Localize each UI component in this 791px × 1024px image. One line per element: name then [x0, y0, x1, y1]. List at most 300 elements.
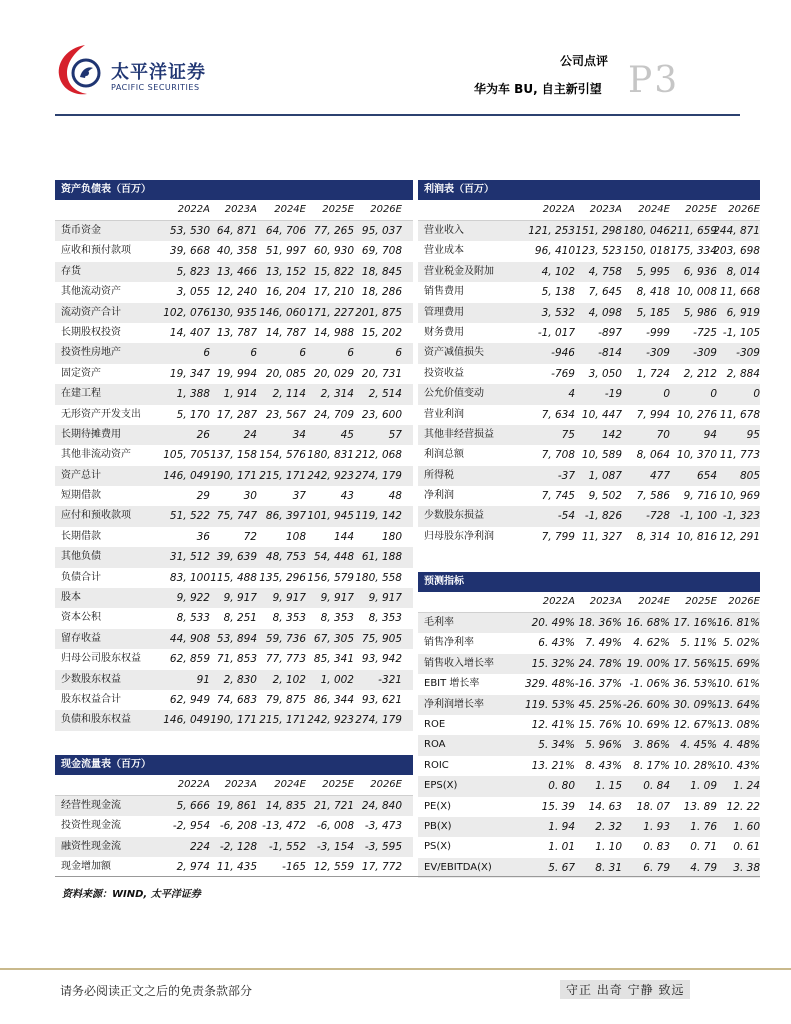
row-label: 营业税金及附加: [424, 265, 494, 277]
value-cell: 8, 418: [636, 286, 670, 299]
value-cell: 86, 344: [313, 693, 354, 706]
row-label: 流动资产合计: [61, 306, 121, 318]
balance-sheet-table: [55, 180, 413, 731]
row-label: 资产减值损失: [424, 347, 484, 359]
value-cell: 2, 514: [368, 388, 402, 401]
value-cell: 18. 07: [636, 800, 670, 813]
value-cell: 0. 83: [643, 841, 670, 854]
value-cell: 8. 31: [595, 861, 622, 874]
value-cell: 8. 43%: [585, 759, 622, 772]
row-label: 负债合计: [61, 571, 101, 583]
value-cell: -3, 595: [364, 840, 402, 853]
report-type: 公司点评: [560, 54, 609, 68]
row-label: 长期借款: [61, 530, 101, 542]
value-cell: -2, 128: [219, 840, 257, 853]
table-row: [418, 384, 760, 404]
value-cell: 12, 240: [216, 286, 257, 299]
table-row: [55, 710, 413, 730]
value-cell: 0. 84: [643, 780, 670, 793]
row-label: 管理费用: [424, 306, 464, 318]
value-cell: -6, 208: [219, 820, 257, 833]
table-row: [418, 797, 760, 817]
value-cell: 12. 41%: [531, 718, 575, 731]
footer-disclaimer: 请务必阅读正文之后的免责条款部分: [60, 984, 253, 998]
value-cell: 6: [250, 347, 257, 360]
value-cell: 7. 49%: [585, 637, 622, 650]
value-cell: 59, 736: [265, 632, 306, 645]
value-cell: 16. 68%: [626, 617, 670, 629]
value-cell: 75: [561, 428, 575, 441]
value-cell: 9, 917: [223, 592, 257, 605]
year-header-cell: 2025E: [322, 779, 354, 790]
row-label: 营业利润: [424, 408, 464, 420]
value-cell: 115, 488: [210, 571, 257, 584]
row-label: 长期股权投资: [61, 326, 121, 338]
value-cell: 1. 60: [733, 820, 760, 833]
value-cell: 14, 787: [265, 326, 306, 339]
row-label: 其他负债: [61, 551, 101, 563]
forecast-indicators-table: [418, 572, 760, 878]
value-cell: 101, 945: [307, 510, 354, 523]
value-cell: 1, 087: [588, 469, 622, 482]
table-row: [418, 654, 760, 674]
value-cell: 39, 668: [169, 245, 210, 258]
value-cell: 21, 721: [313, 800, 354, 812]
value-cell: 6: [395, 347, 402, 360]
row-label: 财务费用: [424, 326, 464, 338]
value-cell: 0. 71: [690, 841, 717, 854]
value-cell: 9, 922: [176, 592, 210, 605]
year-header-cell: 2026E: [728, 204, 760, 215]
value-cell: 3, 055: [176, 286, 210, 299]
value-cell: 11, 678: [719, 408, 760, 421]
value-cell: -999: [646, 326, 670, 339]
value-cell: 8, 353: [320, 612, 354, 625]
table-row: [418, 695, 760, 715]
value-cell: 17, 210: [313, 286, 354, 299]
value-cell: 48: [388, 490, 402, 503]
value-cell: 86, 397: [265, 510, 306, 523]
row-label: 其他非流动资产: [61, 449, 131, 461]
value-cell: 7, 708: [541, 449, 575, 462]
value-cell: 1. 76: [690, 820, 717, 833]
row-label: 营业收入: [424, 225, 464, 236]
year-header-row: [55, 200, 413, 221]
value-cell: 215, 171: [259, 469, 306, 482]
value-cell: 4. 62%: [633, 637, 670, 650]
value-cell: -1, 100: [679, 510, 717, 523]
value-cell: 14, 407: [169, 326, 210, 339]
value-cell: 7, 994: [636, 408, 670, 421]
report-title: 华为车 BU, 自主新引望: [474, 82, 602, 96]
page-label: P3: [628, 60, 680, 101]
value-cell: 10, 816: [676, 530, 717, 543]
value-cell: 2, 114: [272, 388, 306, 401]
value-cell: 77, 265: [313, 225, 354, 237]
table-row: [55, 670, 413, 690]
row-label: 留存收益: [61, 632, 101, 644]
table-row: [418, 837, 760, 857]
cash-flow-table: [55, 755, 413, 878]
year-header-row: [418, 592, 760, 613]
table-row: [55, 323, 413, 343]
value-cell: 31, 512: [169, 551, 210, 564]
value-cell: 119, 142: [355, 510, 402, 523]
value-cell: 13. 21%: [531, 759, 575, 772]
value-cell: 4: [568, 388, 575, 401]
row-label: 其他流动资产: [61, 286, 121, 298]
value-cell: 13, 466: [216, 265, 257, 278]
value-cell: 23, 600: [361, 408, 402, 421]
value-cell: 8. 17%: [633, 759, 670, 772]
value-cell: 4. 45%: [680, 739, 717, 752]
value-cell: 123, 523: [575, 245, 622, 258]
value-cell: 9, 917: [272, 592, 306, 605]
value-cell: 15. 39: [541, 800, 575, 813]
value-cell: 180, 558: [355, 571, 402, 584]
value-cell: 15. 76%: [578, 718, 622, 731]
table-row: [55, 241, 413, 261]
value-cell: 5. 02%: [723, 637, 760, 650]
row-label: 股东权益合计: [61, 693, 121, 705]
company-logo: [55, 42, 215, 102]
row-label: 资本公积: [61, 612, 101, 624]
value-cell: -814: [598, 347, 622, 360]
value-cell: 3, 532: [541, 306, 575, 319]
value-cell: 20, 029: [313, 367, 354, 380]
value-cell: 2, 884: [726, 367, 760, 380]
value-cell: -54: [557, 510, 575, 523]
value-cell: 190, 171: [210, 714, 257, 727]
value-cell: 44, 908: [169, 632, 210, 645]
value-cell: 77, 773: [265, 653, 306, 666]
table-row: [55, 262, 413, 282]
value-cell: 70: [656, 428, 670, 441]
data-source-note: 资料来源：WIND, 太平洋证券: [62, 889, 201, 900]
value-cell: 64, 871: [216, 225, 257, 237]
value-cell: 3, 050: [588, 367, 622, 380]
value-cell: 105, 705: [163, 449, 210, 462]
table-row: [55, 486, 413, 506]
value-cell: 6: [347, 347, 354, 360]
value-cell: 2, 314: [320, 388, 354, 401]
value-cell: 53, 894: [216, 632, 257, 645]
table-row: [55, 282, 413, 302]
value-cell: 15. 69%: [716, 657, 760, 670]
value-cell: 20. 49%: [531, 617, 575, 629]
table-row: [55, 588, 413, 608]
row-label: 净利润增长率: [424, 698, 484, 710]
value-cell: 96, 410: [534, 245, 575, 258]
value-cell: 15, 202: [361, 326, 402, 339]
value-cell: 108: [285, 530, 306, 543]
table-row: [418, 486, 760, 506]
value-cell: 62, 949: [169, 693, 210, 706]
table-title: 预测指标: [418, 572, 760, 592]
value-cell: 19, 994: [216, 367, 257, 380]
value-cell: 142: [601, 428, 622, 441]
row-label: 投资性现金流: [61, 820, 121, 832]
value-cell: 91: [196, 673, 210, 686]
value-cell: 5. 34%: [538, 739, 575, 752]
row-label: 股本: [61, 592, 81, 604]
value-cell: -3, 473: [364, 820, 402, 833]
year-header-cell: 2026E: [728, 596, 760, 607]
table-row: [418, 425, 760, 445]
value-cell: 11, 773: [719, 449, 760, 462]
value-cell: 19, 861: [216, 800, 257, 812]
value-cell: 1. 01: [548, 841, 575, 854]
value-cell: 37: [292, 490, 306, 503]
row-label: 应收和预付款项: [61, 245, 131, 257]
value-cell: 67, 305: [313, 632, 354, 645]
table-row: [55, 506, 413, 526]
row-label: 投资收益: [424, 367, 464, 379]
row-label: ROIC: [424, 759, 449, 771]
value-cell: -1, 323: [722, 510, 760, 523]
value-cell: 211, 659: [670, 225, 717, 237]
value-cell: 11, 327: [581, 530, 622, 543]
value-cell: 0. 61: [733, 841, 760, 854]
value-cell: 39, 639: [216, 551, 257, 564]
value-cell: 8, 533: [176, 612, 210, 625]
value-cell: 10. 69%: [626, 718, 670, 731]
value-cell: 10. 28%: [673, 759, 717, 772]
value-cell: 17. 16%: [673, 617, 717, 629]
value-cell: 14, 988: [313, 326, 354, 339]
value-cell: -26. 60%: [622, 698, 670, 711]
value-cell: 60, 930: [313, 245, 354, 258]
value-cell: 74, 683: [216, 693, 257, 706]
value-cell: 24: [243, 428, 257, 441]
value-cell: 95: [746, 428, 760, 441]
value-cell: 274, 179: [355, 714, 402, 727]
value-cell: 19. 00%: [626, 657, 670, 670]
row-label: 其他非经营损益: [424, 428, 494, 440]
row-label: EV/EBITDA(X): [424, 861, 492, 873]
value-cell: 9, 716: [683, 490, 717, 503]
value-cell: 5, 823: [176, 265, 210, 278]
value-cell: 14, 835: [265, 800, 306, 812]
value-cell: 4. 48%: [723, 739, 760, 752]
row-label: 在建工程: [61, 388, 101, 400]
value-cell: -321: [378, 673, 402, 686]
value-cell: 51, 997: [265, 245, 306, 258]
table-row: [55, 629, 413, 649]
value-cell: 85, 341: [313, 653, 354, 666]
value-cell: 34: [292, 428, 306, 441]
table-row: [418, 756, 760, 776]
year-header-cell: 2025E: [685, 204, 717, 215]
value-cell: 5, 185: [636, 306, 670, 319]
value-cell: 5, 138: [541, 286, 575, 299]
value-cell: 9, 502: [588, 490, 622, 503]
value-cell: 19, 347: [169, 367, 210, 380]
year-header-cell: 2025E: [685, 596, 717, 607]
year-header-cell: 2023A: [224, 779, 257, 790]
value-cell: 12. 67%: [673, 718, 717, 731]
value-cell: -309: [646, 347, 670, 360]
value-cell: 5. 67: [548, 861, 575, 874]
table-row: [55, 568, 413, 588]
value-cell: 23, 567: [265, 408, 306, 421]
year-header-cell: 2022A: [542, 204, 575, 215]
row-label: 货币资金: [61, 225, 101, 236]
row-label: 负债和股东权益: [61, 714, 131, 726]
value-cell: 24, 840: [361, 800, 402, 812]
row-label: 公允价值变动: [424, 388, 484, 400]
value-cell: 12, 559: [313, 861, 354, 874]
table-row: [418, 323, 760, 343]
value-cell: 1, 724: [636, 367, 670, 380]
table-row: [55, 649, 413, 669]
value-cell: 17, 772: [361, 861, 402, 874]
value-cell: 61, 188: [361, 551, 402, 564]
table-row: [55, 796, 413, 816]
table-row: [55, 837, 413, 857]
row-label: 销售净利率: [424, 637, 474, 649]
value-cell: 2, 830: [223, 673, 257, 686]
table-row: [55, 343, 413, 363]
value-cell: 10, 969: [719, 490, 760, 503]
row-label: 少数股东权益: [61, 673, 121, 685]
value-cell: 75, 905: [361, 632, 402, 645]
year-header-cell: 2025E: [322, 204, 354, 215]
value-cell: -1, 552: [268, 840, 306, 853]
table-row: [418, 445, 760, 465]
value-cell: 224: [189, 840, 210, 853]
row-label: PS(X): [424, 841, 452, 853]
row-label: 销售收入增长率: [424, 657, 494, 669]
row-label: 净利润: [424, 490, 454, 502]
value-cell: 7, 799: [541, 530, 575, 543]
header-divider: [55, 114, 740, 116]
table-row: [418, 527, 760, 547]
year-header-cell: 2024E: [638, 204, 670, 215]
row-label: 销售费用: [424, 286, 464, 298]
row-label: 存货: [61, 265, 81, 277]
value-cell: 151, 298: [575, 225, 622, 237]
value-cell: 5, 986: [683, 306, 717, 319]
value-cell: 7, 745: [541, 490, 575, 503]
value-cell: 0: [663, 388, 670, 401]
value-cell: 244, 871: [713, 225, 760, 237]
value-cell: 8, 353: [272, 612, 306, 625]
value-cell: 4, 758: [588, 265, 622, 278]
value-cell: -1, 826: [584, 510, 622, 523]
value-cell: 2. 32: [595, 820, 622, 833]
row-label: 营业成本: [424, 245, 464, 257]
value-cell: -769: [551, 367, 575, 380]
value-cell: 2, 102: [272, 673, 306, 686]
value-cell: 30: [243, 490, 257, 503]
value-cell: 212, 068: [355, 449, 402, 462]
value-cell: 146, 049: [163, 714, 210, 727]
year-header-cell: 2022A: [542, 596, 575, 607]
value-cell: 95, 037: [361, 225, 402, 237]
year-header-cell: 2026E: [370, 779, 402, 790]
value-cell: 274, 179: [355, 469, 402, 482]
value-cell: 242, 923: [307, 714, 354, 727]
value-cell: 12, 291: [719, 530, 760, 543]
table-row: [55, 425, 413, 445]
table-row: [418, 364, 760, 384]
year-header-cell: 2022A: [177, 204, 210, 215]
value-cell: 93, 942: [361, 653, 402, 666]
value-cell: -16. 37%: [574, 678, 622, 691]
value-cell: 17. 56%: [673, 657, 717, 670]
value-cell: 64, 706: [265, 225, 306, 237]
table-row: [418, 466, 760, 486]
value-cell: 83, 100: [169, 571, 210, 584]
year-header-cell: 2024E: [638, 596, 670, 607]
value-cell: 121, 253: [528, 225, 575, 237]
table-row: [418, 776, 760, 796]
value-cell: 805: [739, 469, 760, 482]
row-label: EBIT 增长率: [424, 678, 480, 690]
value-cell: 146, 049: [163, 469, 210, 482]
value-cell: 20, 731: [361, 367, 402, 380]
value-cell: 3. 86%: [633, 739, 670, 752]
value-cell: -13, 472: [262, 820, 306, 833]
row-label: EPS(X): [424, 780, 458, 792]
value-cell: 17, 287: [216, 408, 257, 421]
table-row: [55, 816, 413, 836]
value-cell: -725: [693, 326, 717, 339]
value-cell: 190, 171: [210, 469, 257, 482]
value-cell: 18. 36%: [578, 617, 622, 629]
value-cell: 1, 914: [223, 388, 257, 401]
value-cell: 0. 80: [548, 780, 575, 793]
year-header-row: [418, 200, 760, 221]
value-cell: 36: [196, 530, 210, 543]
table-row: [55, 405, 413, 425]
table-row: [55, 527, 413, 547]
value-cell: 62, 859: [169, 653, 210, 666]
value-cell: 1. 09: [690, 780, 717, 793]
value-cell: 2, 974: [176, 861, 210, 874]
table-row: [55, 690, 413, 710]
value-cell: 6, 919: [726, 306, 760, 319]
row-label: 融资性现金流: [61, 840, 121, 852]
value-cell: -19: [604, 388, 622, 401]
value-cell: 53, 530: [169, 225, 210, 237]
value-cell: 15, 822: [313, 265, 354, 278]
value-cell: -2, 954: [172, 820, 210, 833]
row-label: 归母股东净利润: [424, 530, 494, 542]
value-cell: 171, 227: [307, 306, 354, 319]
value-cell: 102, 076: [163, 306, 210, 319]
value-cell: 144: [333, 530, 354, 543]
table-row: [418, 262, 760, 282]
value-cell: 40, 358: [216, 245, 257, 258]
row-label: 投资性房地产: [61, 347, 121, 359]
income-statement-table: [418, 180, 760, 547]
value-cell: 45. 25%: [578, 698, 622, 711]
value-cell: 5, 995: [636, 265, 670, 278]
table-bottom-rule: [55, 876, 760, 877]
table-row: [55, 466, 413, 486]
value-cell: 10. 61%: [716, 678, 760, 691]
value-cell: -3, 154: [316, 840, 354, 853]
value-cell: 6. 43%: [538, 637, 575, 650]
value-cell: 13. 08%: [716, 718, 760, 731]
value-cell: -1, 105: [722, 326, 760, 339]
value-cell: -309: [693, 347, 717, 360]
value-cell: 71, 853: [216, 653, 257, 666]
value-cell: 175, 334: [670, 245, 717, 258]
year-header-cell: 2023A: [589, 204, 622, 215]
